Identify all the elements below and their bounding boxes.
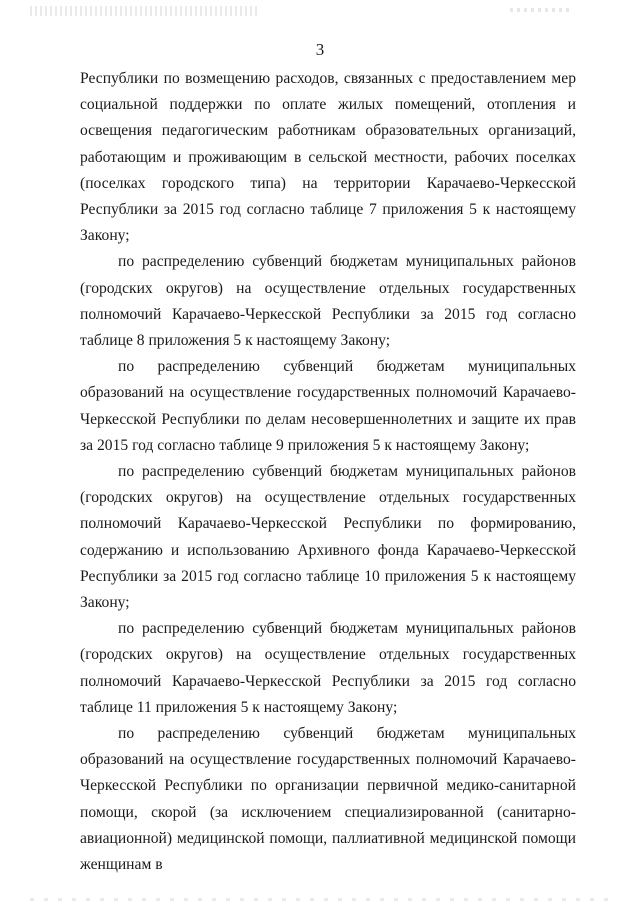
paragraph-table-8: по распределению субвенций бюджетам муниципальных районов (городских округов) на осуществление отдельных государственных полномочий Карачаево-Черкесской Республики за 2015 год согласно таблице 8 приложения 5 к настоящему Закону; (80, 253, 576, 350)
paragraph-medical-care: по распределению субвенций бюджетам муниципальных образований на осуществление государственных полномочий Карачаево-Черкесской Республики по организации первичной медико-санитарной помощи, скорой (за исключением специализированной (санитарно-авиационной) медицинской помощи, паллиативной медицинской помощи женщинам в (80, 725, 576, 874)
paragraph-table-11: по распределению субвенций бюджетам муниципальных районов (городских округов) на осуществление отдельных государственных полномочий Карачаево-Черкесской Республики за 2015 год согласно таблице 11 приложения 5 к настоящему Закону; (80, 620, 576, 716)
scan-artifact-top (30, 6, 260, 16)
page-number: 3 (315, 40, 325, 59)
paragraph-table-9: по распределению субвенций бюджетам муниципальных образований на осуществление государственных полномочий Карачаево-Черкесской Республики по делам несовершеннолетних и защите их прав за 2015 год согласно таблице 9 приложения 5 к настоящему Закону; (80, 358, 576, 454)
paragraph-table-10: по распределению субвенций бюджетам муниципальных районов (городских округов) на осуществление отдельных государственных полномочий Карачаево-Черкесской Республики по формированию, содержанию и использованию Архивного фонда Карачаево-Черкесской Республики за 2015 год согласно таблице 10 приложения 5 к настоящему Закону; (80, 463, 576, 612)
document-body (80, 66, 576, 878)
paragraph-continuation: Республики по возмещению расходов, связанных с предоставлением мер социальной поддержки по оплате жилых помещений, отопления и освещения педагогическим работникам образовательных организаций, работающим и проживающим в сельской местности, рабочих поселках (поселках городского типа) на территории Карачаево-Черкесской Республики за 2015 год согласно таблице 7 приложения 5 к настоящему Закону; (80, 70, 576, 245)
scan-artifact-bottom (30, 898, 610, 901)
scan-artifact-top-right (510, 8, 570, 12)
